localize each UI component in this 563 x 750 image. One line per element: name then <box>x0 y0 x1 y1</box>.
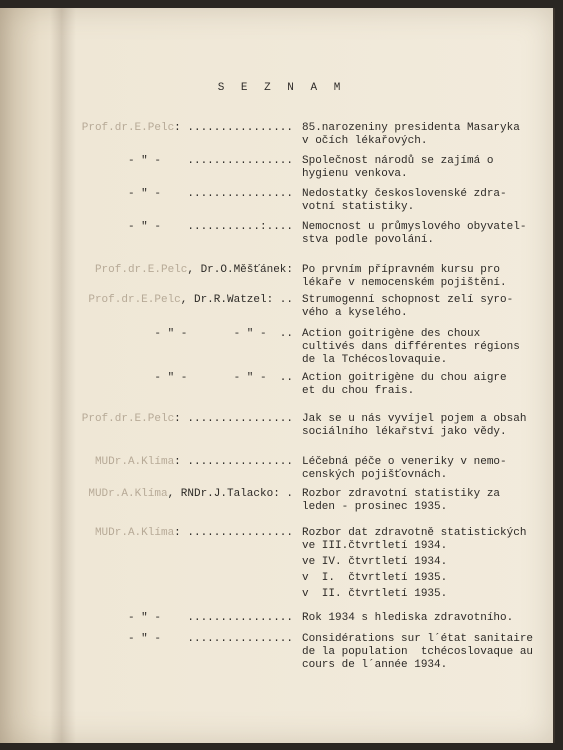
author-name: , Dr.R.Watzel: .. <box>180 294 293 306</box>
author-name: - " - ................ <box>127 612 293 624</box>
author-name: , Dr.O.Měšťánek: <box>187 264 293 276</box>
entry-author <box>128 155 293 168</box>
entry-author <box>88 294 293 307</box>
entry-title: ve IV. čtvrtletí 1934. <box>302 556 448 568</box>
entry-title: Rok 1934 s hlediska zdravotního. <box>302 612 514 624</box>
author-name: : ................ <box>174 122 293 134</box>
author-name-faded: MUDr.A.Klíma <box>94 456 175 468</box>
author-name: - " - ................ <box>127 633 293 645</box>
entry-title: Nemocnost u průmyslového obyvatel- stva podle povolání. <box>302 221 527 246</box>
author-name: - " - ................ <box>127 155 293 167</box>
author-name: : ................ <box>174 527 293 539</box>
author-name: : ................ <box>174 413 293 425</box>
author-name-faded: Prof.dr.E.Pelc <box>81 413 175 425</box>
binding-shadow <box>50 8 76 743</box>
entry-title: Strumogenní schopnost zelí syro- vého a kyselého. <box>302 294 514 319</box>
entry-title: v II. čtvrtletí 1935. <box>302 588 448 600</box>
entry-author <box>95 264 293 277</box>
entry-author <box>154 372 293 385</box>
entry-title: Jak se u nás vyvíjel pojem a obsah sociálního lékařství jako vědy. <box>302 413 527 438</box>
entry-title: Nedostatky československé zdra- votní statistiky. <box>302 188 507 213</box>
page-title: S E Z N A M <box>217 82 346 94</box>
author-name-faded: Prof.dr.E.Pelc <box>88 294 181 306</box>
author-name: - " - ................ <box>127 188 293 200</box>
entry-author <box>154 328 293 341</box>
author-name-faded: Prof.dr.E.Pelc <box>94 264 188 276</box>
author-name: - " - - " - .. <box>154 372 293 384</box>
entry-author <box>95 527 293 540</box>
author-name: , RNDr.J.Talacko: . <box>167 488 293 500</box>
entry-title: Considérations sur l´état sanitaire de la population tchécoslovaque au cours de l´année 1934. <box>302 633 534 671</box>
entry-author <box>128 633 293 646</box>
author-name: - " - ...........:.... <box>127 221 293 233</box>
entry-title: Po prvním přípravném kursu pro lékaře v nemocenském pojištění. <box>302 264 507 289</box>
author-name-faded: MUDr.A.Klíma <box>94 527 175 539</box>
entry-author <box>82 122 293 135</box>
author-name: - " - - " - .. <box>154 328 293 340</box>
entry-title: Společnost národů se zajímá o hygienu venkova. <box>302 155 494 180</box>
entry-author <box>128 612 293 625</box>
author-name: : ................ <box>174 456 293 468</box>
author-name-faded: Prof.dr.E.Pelc <box>81 122 175 134</box>
entry-title: Action goitrigène des choux cultivés dans différentes régions de la Tchécoslovaquie. <box>302 328 520 366</box>
author-name-faded: MUDr.A.Klíma <box>88 488 168 500</box>
entry-title: Rozbor dat zdravotně statistických ve III.čtvrtletí 1934. <box>302 527 527 552</box>
entry-title: 85.narozeniny presidenta Masaryka v očích lékařových. <box>302 122 520 147</box>
entry-author <box>128 221 293 234</box>
entry-title: Léčebná péče o veneriky v nemo- cenských pojišťovnách. <box>302 456 507 481</box>
entry-author <box>88 488 293 501</box>
entry-author <box>82 413 293 426</box>
entry-author <box>95 456 293 469</box>
entry-title: v I. čtvrtletí 1935. <box>302 572 448 584</box>
entry-author <box>128 188 293 201</box>
entry-title: Rozbor zdravotní statistiky za leden - prosinec 1935. <box>302 488 501 513</box>
entry-title: Action goitrigène du chou aigre et du chou frais. <box>302 372 507 397</box>
